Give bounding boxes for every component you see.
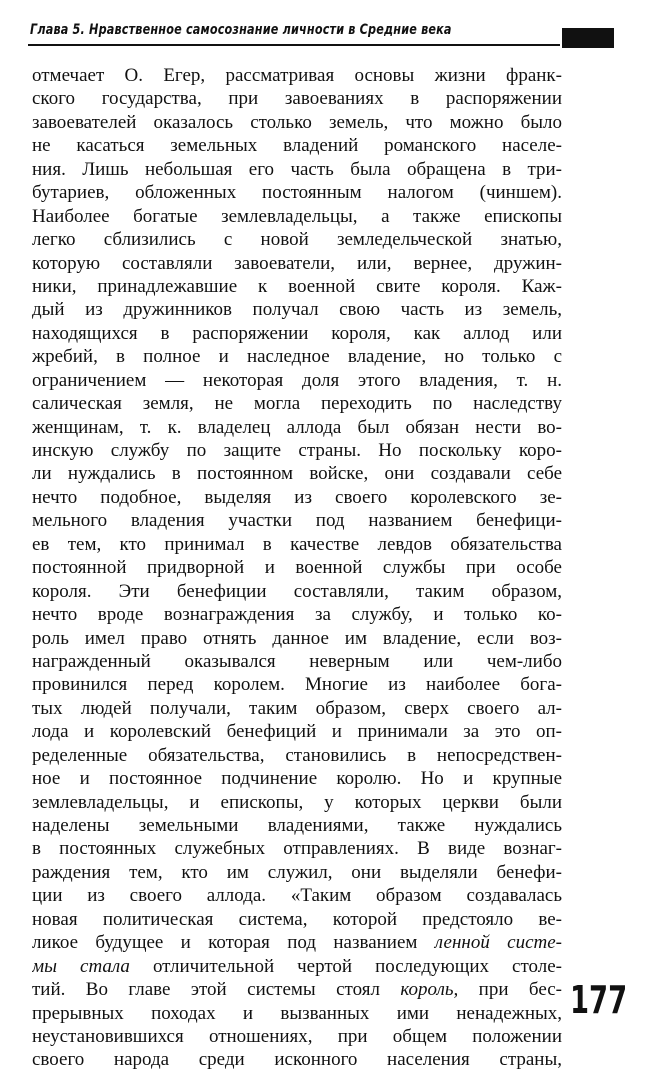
text-line: ограничением — некоторая доля этого владения, т. н. bbox=[32, 369, 562, 391]
running-header bbox=[28, 22, 614, 48]
text-line: ского государства, при завоеваниях в распоряжении bbox=[32, 88, 562, 110]
text-line: тых людей получали, таким образом, сверх своего ал- bbox=[32, 697, 562, 719]
text-line: ев тем, кто принимал в качестве левдов обязательства bbox=[32, 533, 562, 555]
text-line: Наиболее богатые землевладельцы, а также епископы bbox=[32, 205, 562, 227]
text-line: жребий, в полное и наследное владение, но только с bbox=[32, 346, 562, 368]
text-line: лода и королевский бенефиций и принимали за это оп- bbox=[32, 721, 562, 743]
text-line: ли нуждались в постоянном войске, они создавали себе bbox=[32, 463, 562, 485]
text-line: ции из своего аллода. «Таким образом создавалась bbox=[32, 885, 562, 907]
italic-term: ленной систе- bbox=[434, 932, 562, 954]
text-line: награжденный оказывался неверным или чем-либо bbox=[32, 650, 562, 672]
text-line-with-italic bbox=[32, 955, 562, 978]
main-text bbox=[32, 64, 562, 1072]
text-line: в постоянных служебных отправлениях. В виде вознаг- bbox=[32, 838, 562, 860]
text-segment: тий. Во главе этой системы стоял bbox=[32, 979, 401, 1001]
text-line: мельного владения участки под названием бенефици- bbox=[32, 510, 562, 532]
text-line: дый из дружинников получал свою часть из земель, bbox=[32, 299, 562, 321]
text-line: нечто вроде вознаграждения за службу, и только ко- bbox=[32, 604, 562, 626]
text-line: салическая земля, не могла переходить по наследству bbox=[32, 393, 562, 415]
text-line: наделены земельными владениями, также нуждались bbox=[32, 815, 562, 836]
italic-term: мы стала bbox=[32, 955, 130, 977]
text-segment: ликое будущее и которая под названием bbox=[32, 932, 418, 954]
text-line: нечто подобное, выделяя из своего королевского зе- bbox=[32, 486, 562, 508]
text-line: женщинам, т. к. владелец аллода был обязан нести во- bbox=[32, 416, 562, 438]
text-line: постоянной придворной и военной службы при особе bbox=[32, 557, 562, 579]
page-number: 177 bbox=[570, 978, 628, 1022]
chapter-title: Глава 5. Нравственное самосознание личности в Средние века bbox=[30, 22, 452, 38]
text-segment: отличительной чертой последующих столе- bbox=[129, 955, 562, 977]
header-black-bar bbox=[562, 28, 614, 48]
text-segment: при бес- bbox=[458, 979, 562, 1001]
text-line: раждения тем, кто им служил, они выделяли бенефи- bbox=[32, 861, 562, 883]
text-line-with-italic bbox=[32, 931, 562, 954]
text-line: завоевателей оказалось столько земель, что можно было bbox=[32, 111, 562, 133]
text-line: бутариев, обложенных постоянным налогом (чиншем). bbox=[32, 182, 562, 204]
text-line: находящихся в распоряжении короля, как аллод или bbox=[32, 322, 562, 344]
text-line: прерывных походах и вызванных ими ненадежных, bbox=[32, 1002, 562, 1024]
text-line: не касаться земельных владений романского населе- bbox=[32, 135, 562, 157]
text-line: легко сблизились с новой земледельческой знатью, bbox=[32, 229, 562, 251]
text-line: новая политическая система, которой предстояло ве- bbox=[32, 908, 562, 930]
text-line: роль имел право отнять данное им владение, если воз- bbox=[32, 627, 562, 649]
text-line: ное и постоянное подчинение королю. Но и крупные bbox=[32, 768, 562, 790]
text-line: ния. Лишь небольшая его часть была обращена в три- bbox=[32, 158, 562, 180]
text-line: которую составляли завоеватели, или, вернее, дружин- bbox=[32, 252, 562, 274]
text-line: короля. Эти бенефиции составляли, таким образом, bbox=[32, 580, 562, 602]
text-line-with-italic bbox=[32, 978, 562, 1001]
text-line: землевладельцы, и епископы, у которых церкви были bbox=[32, 791, 562, 813]
text-line: инскую службу по защите страны. Но поскольку коро- bbox=[32, 440, 562, 461]
text-line: неустановившихся отношениях, при общем положении bbox=[32, 1025, 562, 1047]
text-line: отмечает О. Егер, рассматривая основы жизни франк- bbox=[32, 65, 562, 86]
text-line: своего народа среди исконного населения страны, bbox=[32, 1049, 562, 1071]
text-line: ники, принадлежавшие к военной свите короля. Каж- bbox=[32, 275, 562, 297]
header-rule bbox=[28, 44, 560, 46]
text-line: провинился перед королем. Многие из наиболее бога- bbox=[32, 674, 562, 696]
text-line: ределенные обязательства, становились в непосредствен- bbox=[32, 744, 562, 766]
italic-term: король, bbox=[400, 979, 459, 1001]
